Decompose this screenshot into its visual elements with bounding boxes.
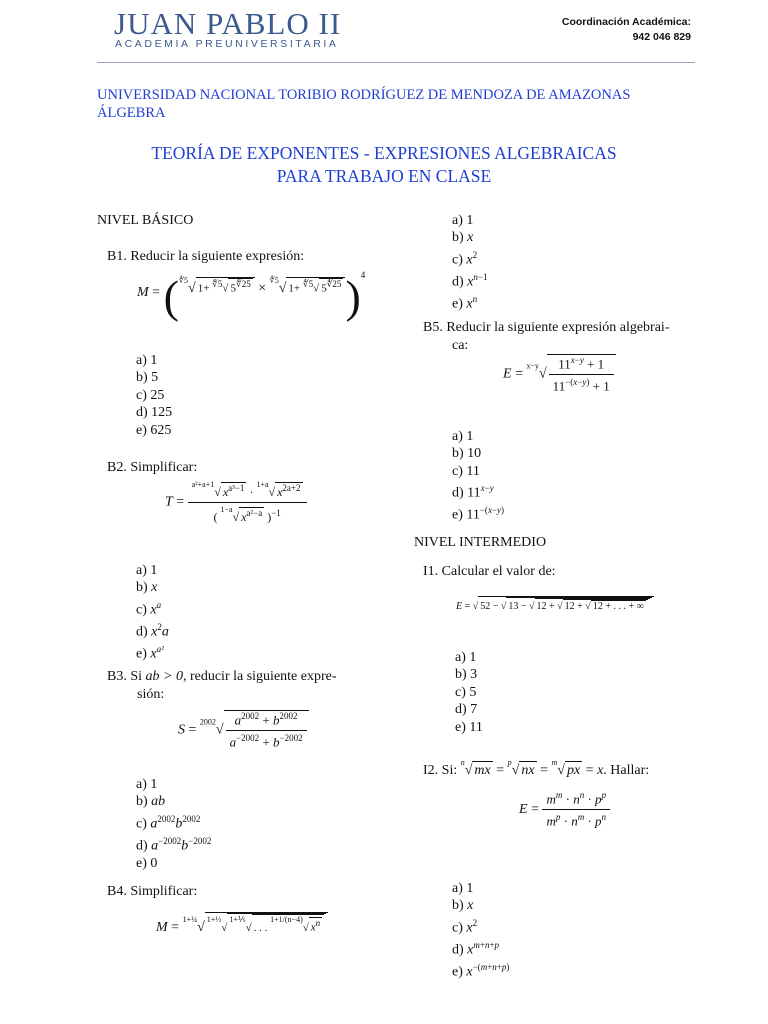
problem-i1-options — [455, 649, 483, 736]
academy-logo: JUAN PABLO II — [114, 6, 342, 41]
problem-b1-statement: B1. Reducir la siguiente expresión: — [107, 249, 305, 264]
option-a: a) 1 — [136, 353, 158, 368]
problem-b4-statement: B4. Simplificar: — [107, 884, 198, 899]
coordination-phone: 942 046 829 — [632, 31, 691, 43]
option-e: e) $x^n$ — [452, 293, 478, 312]
option-a: a) 1 — [452, 213, 474, 228]
problem-i1-formula: E = √ 52 − √ 13 − √ 12 + √ 12 + √ 12 + . . . + ∞ — [456, 596, 654, 612]
problem-i2-options — [452, 880, 509, 981]
option-b: b) 5 — [136, 370, 159, 386]
problem-b3-formula: S = $^{2002}$√ $\frac{a^{2002} + b^{2002}}{a^{-2002} + b^{-2002}}$ — [178, 710, 309, 751]
academy-logo-subtitle: ACADEMIA PREUNIVERSITARIA — [115, 38, 339, 50]
course-name: ÁLGEBRA — [97, 105, 166, 121]
option-c: c) $x^2$ — [452, 917, 478, 936]
option-c: c) 5 — [455, 684, 477, 700]
problem-i1-statement: I1. Calcular el valor de: — [423, 564, 556, 579]
coordination-contact — [562, 15, 691, 45]
title-line-1: TEORÍA DE EXPONENTES - EXPRESIONES ALGEBRAICAS — [151, 143, 617, 163]
problem-b4-formula: M = $^{1+\frac{1}{4}}$√$^{1+\frac{1}{3}}$√$^{1+\frac{1}{5}}$√ . . . $^{1+1/(n-4)}$√ $x^n$ — [156, 912, 328, 936]
problem-b2-statement: B2. Simplificar: — [107, 460, 198, 475]
option-e: e) 11 — [455, 719, 483, 735]
level-basic-heading: NIVEL BÁSICO — [97, 213, 194, 228]
problem-b1-formula: M = ($^{∜5}$√ 1+ $^{∜5}$√ $5^{∜25} \times ^{∜5}√$ 1+ $^{∜5}$√ $5^{∜25})^4$ — [137, 270, 366, 322]
option-c: c) $a^{2002}b^{2002}$ — [136, 813, 201, 832]
problem-b3-statement: B3. Si ab > 0, reducir la siguiente expre- — [107, 669, 337, 684]
option-d: d) $x^{n-1}$ — [452, 271, 488, 290]
option-e: e) $x^{-(m+n+p)}$ — [452, 961, 510, 980]
problem-b5-statement: B5. Reducir la siguiente expresión algebrai- — [423, 320, 670, 335]
option-b: b) 10 — [452, 446, 482, 462]
problem-b2-formula: T = $\frac{^{a^2+a+1}√ x^{a^3-1} \cdot ^{1+a}√ x^{2a+2}}{( ^{1-a}√ x^{a^2-a} )^{-1}}$ — [165, 480, 307, 525]
title-line-2: PARA TRABAJO EN CLASE — [276, 166, 492, 186]
option-e: e) $x^{a^2}$ — [136, 643, 164, 662]
option-c: c) $x^a$ — [136, 599, 162, 618]
page-header — [0, 0, 768, 62]
problem-b5-statement-cont: ca: — [452, 338, 469, 353]
option-d: d) $x^2a$ — [136, 621, 169, 640]
problem-b3-statement-cont: sión: — [137, 687, 165, 702]
problem-b4-options — [452, 212, 487, 313]
option-e: e) 0 — [136, 855, 158, 871]
option-c: c) $x^2$ — [452, 249, 478, 268]
option-b: b) x — [136, 580, 158, 596]
option-e: e) 625 — [136, 422, 172, 438]
university-block — [97, 86, 630, 122]
option-d: d) $a^{-2002}b^{-2002}$ — [136, 835, 212, 854]
problem-i2-statement: I2. Si: $^n$√ mx = $^p$√ nx = $^m$√ px = x. Hallar: — [423, 758, 650, 778]
option-d: d) $11^{x-y}$ — [452, 483, 494, 501]
problem-b1-options — [136, 352, 172, 439]
option-a: a) 1 — [136, 563, 158, 578]
option-c: c) 25 — [136, 387, 165, 403]
option-b: b) 3 — [455, 667, 478, 683]
option-a: a) 1 — [136, 777, 158, 792]
option-c: c) 11 — [452, 463, 480, 479]
option-d: d) $x^{m+n+p}$ — [452, 939, 500, 958]
option-b: b) x — [452, 898, 474, 914]
header-divider — [97, 62, 695, 63]
page-title — [0, 142, 768, 188]
option-a: a) 1 — [452, 881, 474, 896]
problem-i2-formula: E = $\frac{m^m \cdot n^n \cdot p^p}{m^p \cdot n^m \cdot p^n}$ — [519, 790, 610, 830]
problem-b5-options — [452, 428, 504, 524]
problem-b3-options — [136, 776, 211, 872]
option-b: b) ab — [136, 794, 166, 810]
option-b: b) x — [452, 230, 474, 246]
option-d: d) 125 — [136, 405, 173, 421]
option-d: d) 7 — [455, 702, 478, 718]
option-a: a) 1 — [452, 429, 474, 444]
problem-b2-options — [136, 562, 169, 663]
option-a: a) 1 — [455, 650, 477, 665]
level-intermediate-heading: NIVEL INTERMEDIO — [414, 535, 547, 550]
problem-b5-formula: E = $^{x-y}$√ $\frac{11^{x-y} + 1}{11^{-(x-y)} + 1}$ — [503, 354, 616, 395]
option-e: e) $11^{-(x-y)}$ — [452, 505, 505, 523]
coordination-label: Coordinación Académica: — [561, 16, 691, 28]
university-name: UNIVERSIDAD NACIONAL TORIBIO RODRÍGUEZ DE MENDOZA DE AMAZONAS — [97, 87, 631, 103]
